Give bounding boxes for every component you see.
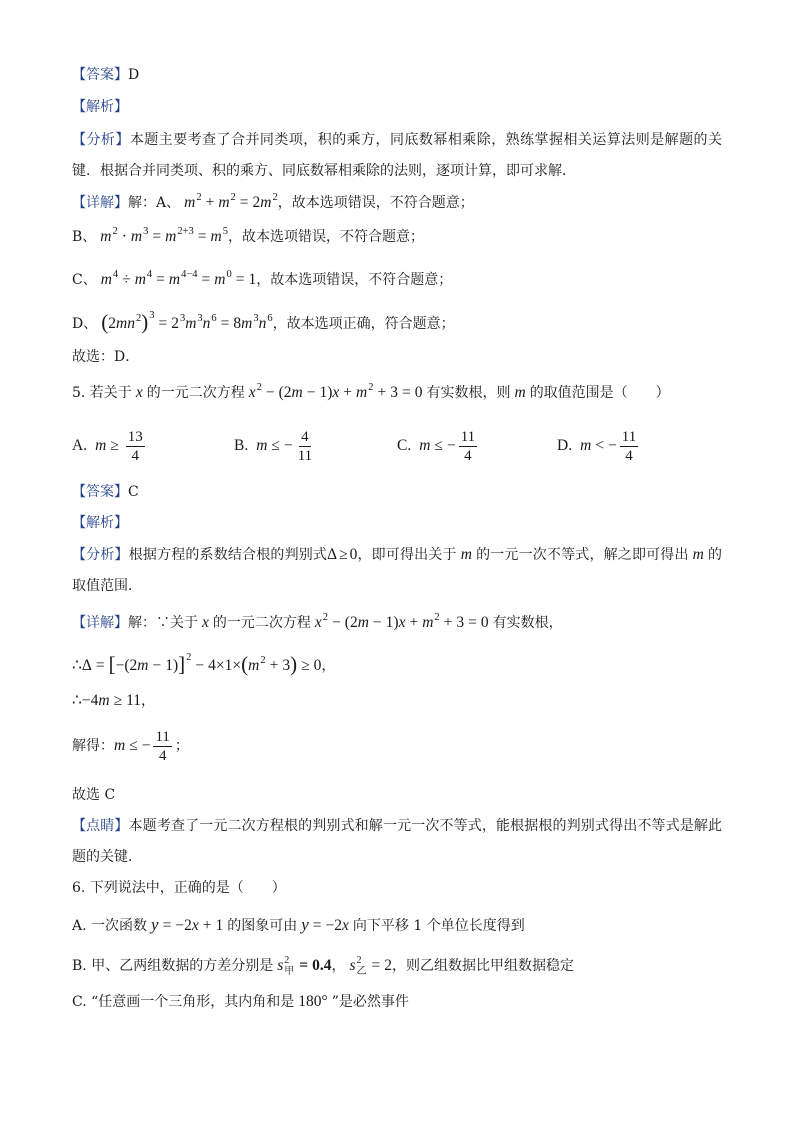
math-op: + bbox=[343, 384, 353, 401]
math-op: + bbox=[205, 194, 215, 211]
math-var: m bbox=[184, 194, 196, 211]
math-sign: − bbox=[141, 737, 151, 754]
math-var: m bbox=[460, 546, 472, 563]
math-var: m bbox=[260, 194, 272, 211]
fraction-numerator: 11 bbox=[155, 728, 170, 745]
math-sup: 4−4 bbox=[181, 269, 198, 280]
math-num: 2 bbox=[184, 917, 192, 934]
fraction bbox=[459, 428, 477, 465]
math-sup: 2 bbox=[322, 612, 329, 623]
math-op: − bbox=[372, 614, 382, 631]
fraction-denominator: 11 bbox=[297, 447, 313, 464]
math-paren: ( bbox=[101, 310, 109, 334]
math-op: = bbox=[299, 957, 309, 974]
math-var: m bbox=[419, 437, 431, 454]
math-num: 2 bbox=[252, 194, 261, 211]
text-run: C. “任意画一个三角形，其内角和是 bbox=[72, 994, 295, 1010]
math-sign: − bbox=[325, 917, 335, 934]
q4-conclusion bbox=[72, 347, 139, 367]
answer-label: 【答案】 bbox=[72, 484, 128, 500]
text-run: ，故本选项错误，不符合题意； bbox=[277, 195, 474, 211]
math-var: m bbox=[95, 437, 107, 454]
q6-stem bbox=[72, 878, 286, 898]
math-op: + bbox=[202, 917, 212, 934]
math-sup: 3 bbox=[179, 313, 186, 324]
math-sup: 2 bbox=[112, 226, 118, 237]
math-op: × bbox=[232, 657, 242, 674]
math-op: − bbox=[152, 657, 162, 674]
math-sup: 4 bbox=[112, 269, 119, 280]
q5-answer-line bbox=[72, 482, 139, 502]
text-run: D、 bbox=[72, 316, 98, 332]
math-var: m bbox=[115, 315, 128, 332]
text-run: ， bbox=[331, 958, 346, 974]
math-sup: 2 bbox=[186, 652, 192, 663]
math-therefore: ∴ bbox=[72, 692, 82, 709]
option-b bbox=[234, 426, 317, 466]
math-var: m bbox=[137, 657, 149, 674]
math-paren: ) bbox=[327, 384, 333, 401]
math-sup: 6 bbox=[211, 313, 217, 324]
math-sup: 2 bbox=[272, 192, 278, 203]
math-var: x bbox=[191, 917, 199, 934]
math-var: m bbox=[114, 737, 126, 754]
fraction-denominator: 4 bbox=[131, 447, 140, 464]
math-var: m bbox=[214, 271, 226, 288]
math-num: 11 bbox=[126, 692, 142, 709]
math-var: m bbox=[514, 384, 526, 401]
math-sign: − bbox=[115, 657, 125, 674]
math-num: 0 bbox=[313, 657, 322, 674]
math-num: 2 bbox=[171, 315, 179, 332]
math-var: x bbox=[398, 614, 406, 631]
option-label: A. bbox=[72, 437, 88, 454]
math-op: = bbox=[156, 271, 165, 288]
math-var: s bbox=[349, 957, 356, 974]
math-op: ≥ bbox=[301, 657, 310, 674]
math-var: y bbox=[301, 915, 309, 934]
q5-analysis-heading bbox=[72, 513, 128, 533]
math-op: = bbox=[239, 194, 249, 211]
math-sup: 2 bbox=[230, 192, 236, 203]
math-num: 0 bbox=[480, 614, 489, 631]
math-num: 1 bbox=[224, 657, 233, 674]
text-run: 的一元二次方程 bbox=[146, 385, 245, 401]
math-var: x bbox=[135, 384, 143, 401]
option-label: C. bbox=[397, 437, 412, 454]
math-num: 4 bbox=[90, 692, 99, 709]
q4-analysis-heading bbox=[72, 97, 128, 117]
math-sup: 2 bbox=[368, 382, 374, 393]
math-var: m bbox=[100, 228, 112, 245]
fraction bbox=[153, 728, 171, 765]
math-sup: 2 bbox=[260, 655, 266, 666]
math-sup: 6 bbox=[267, 313, 273, 324]
q5-step3 bbox=[72, 726, 722, 766]
math-var: m bbox=[218, 194, 230, 211]
math-num: 3 bbox=[390, 384, 398, 401]
q4-fenxi-line1 bbox=[72, 130, 722, 150]
math-op: ≥ bbox=[110, 437, 119, 454]
math-op: − bbox=[195, 657, 205, 674]
math-op: < bbox=[595, 437, 605, 454]
answer-value: D bbox=[128, 67, 140, 83]
math-sign: − bbox=[283, 437, 293, 454]
math-num: 1 bbox=[248, 271, 257, 288]
math-var: m bbox=[291, 384, 303, 401]
math-op: ÷ bbox=[122, 271, 131, 288]
math-var: m bbox=[98, 692, 110, 709]
math-num: 4 bbox=[208, 657, 216, 674]
text-run: 有实数根， bbox=[492, 615, 563, 631]
q5-dianjing-line1 bbox=[72, 816, 722, 836]
math-num: 2 bbox=[334, 917, 342, 934]
analysis-label: 【解析】 bbox=[72, 99, 128, 115]
q4-fenxi-line2 bbox=[72, 161, 576, 181]
math-var: m bbox=[692, 546, 704, 563]
math-op: = bbox=[197, 228, 207, 245]
math-therefore: ∴ bbox=[72, 657, 82, 674]
math-num: 2 bbox=[349, 614, 358, 631]
text-run: ，故本选项错误，不符合题意； bbox=[227, 229, 424, 245]
math-supsub bbox=[284, 955, 294, 977]
fraction-numerator: 11 bbox=[460, 428, 476, 445]
fenxi-label: 【分析】 bbox=[72, 547, 129, 563]
math-paren: ) bbox=[141, 310, 149, 334]
math-paren: ( bbox=[241, 652, 249, 676]
q6-option-c bbox=[72, 992, 409, 1012]
math-var: x bbox=[248, 384, 256, 401]
math-var: m bbox=[168, 271, 181, 288]
q5-stem bbox=[72, 383, 670, 403]
text-run: ， bbox=[141, 693, 156, 709]
text-run: 的取值范围是（ ） bbox=[529, 385, 670, 401]
text-run: ，即可得出关于 bbox=[357, 547, 457, 563]
q4-answer-line bbox=[72, 65, 139, 85]
math-num: 2 bbox=[384, 957, 393, 974]
math-paren: ( bbox=[124, 657, 130, 674]
math-op: · bbox=[121, 228, 127, 245]
math-sup: 2+3 bbox=[177, 226, 194, 237]
fraction bbox=[296, 428, 314, 465]
math-sup: 2 bbox=[196, 192, 202, 203]
text-run: ； bbox=[174, 738, 189, 754]
math-op: = bbox=[371, 957, 381, 974]
text-run: B、 bbox=[72, 229, 97, 245]
math-num: 1 bbox=[165, 657, 173, 674]
math-op: − bbox=[332, 614, 341, 631]
math-op: = bbox=[162, 917, 172, 934]
text-run: 向下平移 1 个单位长度得到 bbox=[352, 918, 525, 934]
math-supsub bbox=[357, 955, 367, 977]
math-var: m bbox=[256, 437, 268, 454]
text-run: A. 一次函数 bbox=[72, 918, 148, 934]
xiangjie-label: 【详解】 bbox=[72, 195, 128, 211]
math-var: m bbox=[580, 437, 592, 454]
text-run: ”是必然事件 bbox=[331, 994, 409, 1010]
math-var: m bbox=[210, 228, 222, 245]
fraction-numerator: 11 bbox=[621, 428, 637, 445]
math-op: = bbox=[235, 271, 245, 288]
text-run: 解得： bbox=[72, 738, 114, 754]
math-var: m bbox=[100, 271, 112, 288]
math-num: 1 bbox=[385, 614, 394, 631]
math-sup: 3 bbox=[253, 313, 259, 324]
math-num: 8 bbox=[233, 315, 242, 332]
math-op: + bbox=[409, 614, 419, 631]
math-var: m bbox=[134, 271, 146, 288]
fraction-numerator: 13 bbox=[127, 428, 143, 445]
math-paren: ( bbox=[278, 384, 284, 401]
math-op: = bbox=[158, 315, 168, 332]
math-op: ≤ bbox=[434, 437, 443, 454]
math-op: = bbox=[152, 228, 162, 245]
fraction-denominator: 4 bbox=[464, 447, 472, 464]
math-op: = bbox=[95, 657, 105, 674]
text-run: 解：∵关于 bbox=[128, 615, 198, 631]
q4-xiangjie-item-c bbox=[72, 270, 452, 290]
math-sup: 2 bbox=[356, 955, 362, 966]
text-run: 有实数根，则 bbox=[426, 385, 511, 401]
math-var: m bbox=[422, 614, 434, 631]
math-op: ≤ bbox=[129, 737, 138, 754]
answer-label: 【答案】 bbox=[72, 67, 128, 83]
q5-conclusion bbox=[72, 785, 115, 805]
fraction bbox=[620, 428, 638, 465]
q5-fenxi-line1 bbox=[72, 545, 722, 565]
q5-step1 bbox=[72, 652, 336, 676]
math-sup: 2 bbox=[256, 382, 262, 393]
math-sup: 4 bbox=[146, 269, 153, 280]
fraction-denominator: 4 bbox=[625, 447, 633, 464]
text-run: 的图象可由 bbox=[227, 918, 298, 934]
fraction bbox=[126, 428, 145, 465]
analysis-label: 【解析】 bbox=[72, 515, 128, 531]
math-var: x bbox=[332, 384, 340, 401]
text-run: ，故本选项正确，符合题意； bbox=[272, 316, 455, 332]
text-run: 本题主要考查了合并同类项，积的乘方，同底数幂相乘除，熟练掌握相关运算法则是解题的关 bbox=[129, 132, 723, 148]
q6-option-a bbox=[72, 915, 525, 935]
option-label: D. bbox=[557, 437, 573, 454]
text-run: 故选 C bbox=[72, 787, 116, 803]
q4-xiangjie-item-b bbox=[72, 227, 424, 247]
math-sup: 3 bbox=[197, 313, 203, 324]
math-paren: ( bbox=[344, 614, 350, 631]
math-sup: 2 bbox=[434, 612, 440, 623]
fraction-numerator: 4 bbox=[301, 428, 309, 445]
math-sup: 2 bbox=[135, 313, 142, 324]
text-run: 故选：D． bbox=[72, 349, 140, 365]
math-num: 3 bbox=[282, 657, 291, 674]
text-run: ， bbox=[321, 658, 336, 674]
math-op: + bbox=[269, 657, 279, 674]
xiangjie-label: 【详解】 bbox=[72, 615, 128, 631]
math-op: = bbox=[220, 315, 230, 332]
text-run: 题的关键． bbox=[72, 849, 142, 865]
math-var: m bbox=[185, 315, 197, 332]
math-op: ≥ bbox=[113, 692, 123, 709]
math-op: + bbox=[443, 614, 453, 631]
text-run: 本题考查了一元二次方程根的判别式和解一元一次不等式，能根据根的判别式得出不等式是解此 bbox=[128, 818, 723, 834]
q5-options bbox=[72, 426, 722, 466]
q4-xiangjie-item-d bbox=[72, 310, 455, 334]
math-op: − bbox=[265, 384, 275, 401]
math-op: = bbox=[468, 614, 477, 631]
math-num: 0.4 bbox=[312, 957, 332, 974]
math-paren: ) bbox=[393, 614, 399, 631]
option-a bbox=[72, 426, 148, 466]
math-op: + bbox=[377, 384, 387, 401]
math-sign: − bbox=[446, 437, 456, 454]
text-run: 6. 下列说法中，正确的是（ ） bbox=[72, 880, 286, 896]
q5-xiangjie-line1 bbox=[72, 613, 563, 633]
option-c bbox=[397, 426, 480, 466]
q4-xiangjie-item-a bbox=[72, 193, 474, 213]
math-sign: − bbox=[608, 437, 617, 454]
text-run: 5. 若关于 bbox=[72, 385, 132, 401]
math-sup: 3 bbox=[143, 226, 149, 237]
q5-dianjing-line2 bbox=[72, 847, 142, 867]
math-num: 3 bbox=[456, 614, 465, 631]
q5-fenxi-line2 bbox=[72, 576, 142, 596]
math-op: = bbox=[312, 917, 322, 934]
fenxi-label: 【分析】 bbox=[72, 132, 130, 148]
text-run: 的一元二次方程 bbox=[212, 615, 311, 631]
math-var: m bbox=[165, 228, 177, 245]
text-run: 根据方程的系数结合根的判别式 bbox=[128, 547, 328, 563]
math-var: x bbox=[202, 614, 209, 631]
math-op: = bbox=[201, 271, 211, 288]
math-var: n bbox=[258, 315, 267, 332]
dianjing-label: 【点睛】 bbox=[72, 818, 129, 834]
option-d bbox=[557, 426, 641, 466]
text-run: ，则乙组数据比甲组数据稳定 bbox=[392, 958, 575, 974]
math-num: Δ bbox=[81, 657, 92, 674]
math-var: y bbox=[151, 915, 159, 934]
math-sup: 2 bbox=[284, 955, 290, 966]
math-sign: − bbox=[81, 692, 91, 709]
math-op: × bbox=[215, 657, 225, 674]
math-op: − bbox=[306, 384, 316, 401]
math-var: x bbox=[314, 614, 322, 631]
math-num: 2 bbox=[108, 315, 116, 332]
math-var: m bbox=[241, 315, 253, 332]
math-var: n bbox=[127, 315, 135, 332]
text-run: C、 bbox=[72, 272, 97, 288]
q6-option-b bbox=[72, 955, 574, 975]
text-run: 键．根据合并同类项、积的乘方、同底数幂相乘除的法则，逐项计算，即可求解． bbox=[72, 163, 576, 179]
math-num: 180° bbox=[298, 993, 328, 1010]
math-var: n bbox=[202, 315, 211, 332]
math-num: 0 bbox=[414, 384, 423, 401]
text-run: 的一元一次不等式，解之即可得出 bbox=[475, 547, 689, 563]
math-num: 0 bbox=[349, 546, 358, 563]
text-run: ，故本选项错误，不符合题意； bbox=[256, 272, 453, 288]
math-num: 2 bbox=[283, 384, 292, 401]
math-num: 1 bbox=[215, 917, 224, 934]
math-num: 1 bbox=[319, 384, 328, 401]
math-sub: 乙 bbox=[356, 966, 367, 977]
math-var: m bbox=[248, 657, 260, 674]
math-op: ≥ bbox=[339, 546, 348, 563]
math-paren: ) bbox=[172, 657, 179, 674]
fraction-denominator: 4 bbox=[158, 747, 167, 764]
math-sub: 甲 bbox=[284, 966, 295, 977]
math-paren: ) bbox=[290, 652, 298, 676]
math-sign: − bbox=[175, 917, 185, 934]
text-run: B. 甲、乙两组数据的方差分别是 bbox=[72, 958, 274, 974]
option-label: B. bbox=[234, 437, 249, 454]
math-var: s bbox=[277, 957, 284, 974]
math-bracket: ] bbox=[178, 652, 186, 676]
math-op: = bbox=[401, 384, 411, 401]
math-bracket: [ bbox=[108, 652, 116, 676]
math-num: 2 bbox=[129, 657, 138, 674]
math-var: m bbox=[130, 228, 143, 245]
math-sup: 0 bbox=[226, 269, 232, 280]
math-var: m bbox=[356, 384, 368, 401]
answer-value: C bbox=[128, 484, 139, 500]
math-num: Δ bbox=[327, 546, 338, 563]
q5-step2 bbox=[72, 691, 155, 711]
text-run: 取值范围． bbox=[72, 578, 142, 594]
math-sup: 5 bbox=[222, 226, 228, 237]
math-sup: 3 bbox=[149, 310, 155, 321]
math-op: ≤ bbox=[271, 437, 280, 454]
math-var: m bbox=[357, 614, 369, 631]
text-run: 的 bbox=[707, 547, 723, 563]
text-run: 解：A、 bbox=[128, 195, 181, 211]
math-var: x bbox=[342, 917, 349, 934]
